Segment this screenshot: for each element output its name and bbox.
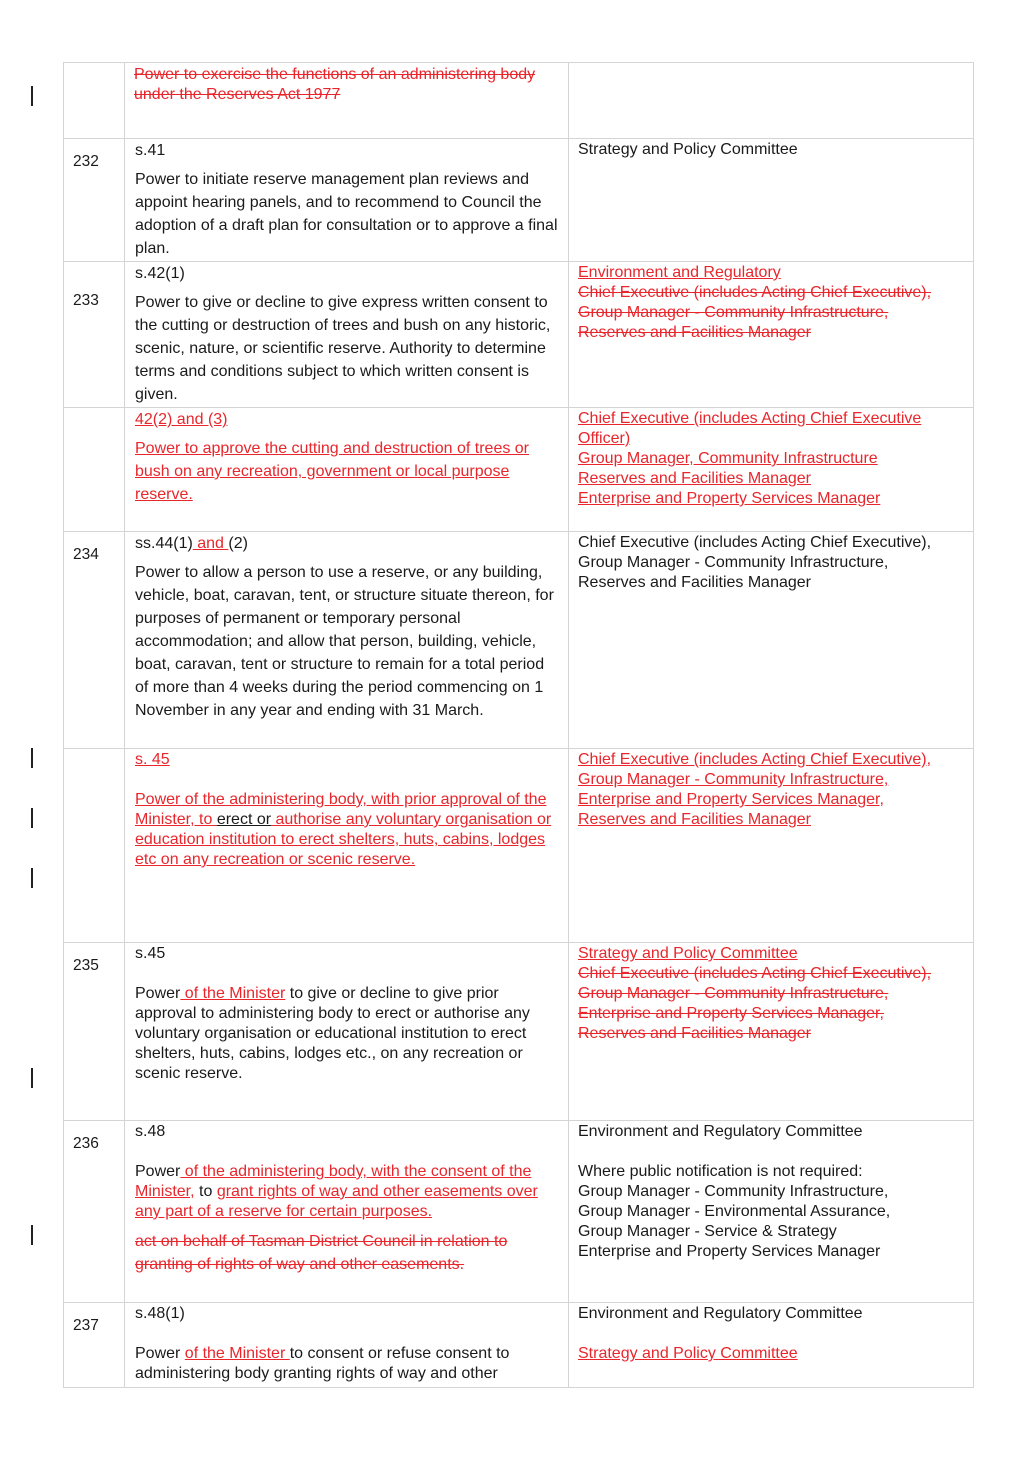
delegate-cell: [569, 139, 974, 262]
row-number: 233: [64, 262, 125, 408]
delegations-table: [63, 62, 974, 1388]
inserted-delegate: Chief Executive (includes Acting Chief Executive Officer): [578, 410, 922, 447]
delegate-cell: [569, 1121, 974, 1303]
section-ref: s.48(1): [135, 1305, 185, 1322]
delegate-cell: [569, 262, 974, 408]
deleted-delegate: Chief Executive (includes Acting Chief Executive),: [578, 284, 932, 301]
table-row: [64, 532, 974, 749]
provision-cell: [125, 63, 569, 139]
row-number: 234: [64, 532, 125, 749]
change-bar: [31, 1225, 33, 1245]
provision-cell: [125, 262, 569, 408]
section-ref: ss.44(1) and (2): [135, 535, 248, 552]
row-number: 235: [64, 943, 125, 1121]
table-row: [64, 262, 974, 408]
provision-text: Power of the Minister to give or decline to give prior approval to administering body to erect or authorise any voluntary organisation or educational institution to erect shelters, huts, cabins, lodges etc., on any recreation or scenic reserve.: [135, 985, 530, 1082]
delegate-text: Group Manager - Environmental Assurance,: [578, 1203, 891, 1220]
row-number: [64, 749, 125, 943]
provision-cell: [125, 749, 569, 943]
provision-cell: [125, 139, 569, 262]
delegate-text: Strategy and Policy Committee: [578, 141, 798, 158]
inserted-text: of the Minister: [180, 985, 286, 1002]
table-row: [64, 1303, 974, 1388]
change-bar: [31, 1068, 33, 1088]
inserted-delegate: Reserves and Facilities Manager: [578, 811, 811, 828]
table-row: [64, 1121, 974, 1303]
provision-cell: [125, 1121, 569, 1303]
row-number: [64, 63, 125, 139]
delegate-cell: [569, 532, 974, 749]
inserted-provision: Power to approve the cutting and destruction of trees or bush on any recreation, government or local purpose reserve.: [135, 440, 530, 503]
delegate-committee: Environment and Regulatory Committee: [578, 1305, 863, 1322]
row-number: 237: [64, 1303, 125, 1388]
delegate-text: Group Manager - Community Infrastructure,: [578, 554, 889, 571]
delegate-cell: [569, 408, 974, 532]
inserted-delegate: Strategy and Policy Committee: [578, 1345, 798, 1362]
delegate-note: Where public notification is not required:: [578, 1163, 863, 1180]
inserted-text: of the administering body, with the consent of the Minister,: [135, 1163, 532, 1200]
provision-cell: [125, 943, 569, 1121]
inserted-provision: Power of the administering body, with prior approval of the Minister, to erect or authorise any voluntary organisation or education institution to erect shelters, huts, cabins, lodges etc on any recreation or scenic reserve.: [135, 791, 552, 868]
provision-text: Power to give or decline to give express written consent to the cutting or destruction of trees and bush on any historic, scenic, nature, or scientific reserve. Authority to determine terms and conditions subject to which written consent is given.: [135, 294, 551, 403]
delegate-cell: [569, 749, 974, 943]
deleted-delegate: Reserves and Facilities Manager: [578, 324, 811, 341]
section-ref: s.41: [135, 142, 166, 159]
delegate-cell: [569, 63, 974, 139]
delegate-text: Reserves and Facilities Manager: [578, 574, 811, 591]
table-row: [64, 63, 974, 139]
provision-cell: [125, 408, 569, 532]
change-bar: [31, 808, 33, 828]
inserted-section: 42(2) and (3): [135, 411, 228, 428]
delegate-committee: Environment and Regulatory Committee: [578, 1123, 863, 1140]
change-bar: [31, 86, 33, 106]
provision-text: Power of the Minister to consent or refuse consent to administering body granting rights of way and other: [135, 1345, 510, 1382]
table-row: [64, 943, 974, 1121]
deleted-delegate: Reserves and Facilities Manager: [578, 1025, 811, 1042]
provision-text: Power of the administering body, with the consent of the Minister, to grant rights of way and other easements over any part of a reserve for certain purposes.: [135, 1163, 538, 1220]
inserted-text: and: [192, 535, 229, 552]
table-row: [64, 408, 974, 532]
delegate-text: Chief Executive (includes Acting Chief Executive),: [578, 534, 932, 551]
inserted-delegate: Reserves and Facilities Manager: [578, 470, 811, 487]
delegate-cell: [569, 1303, 974, 1388]
inserted-text: grant rights of way and other easements over any part of a reserve for certain purposes.: [135, 1183, 538, 1220]
delegate-cell: [569, 943, 974, 1121]
delegate-text: Enterprise and Property Services Manager: [578, 1243, 881, 1260]
inserted-delegate: Enterprise and Property Services Manager,: [578, 791, 884, 808]
inserted-delegate: Enterprise and Property Services Manager: [578, 490, 881, 507]
deleted-delegate: Group Manager - Community Infrastructure,: [578, 985, 889, 1002]
provision-text: Power to allow a person to use a reserve, or any building, vehicle, boat, caravan, tent, or structure situate thereon, for purposes of permanent or temporary personal accommodation; and allow that person, building, vehicle, boat, caravan, tent or structure to remain for a total period of more than 4 weeks during the period commencing on 1 November in any year and ending with 31 March.: [135, 564, 554, 719]
deleted-provision: Power to exercise the functions of an administering body under the Reserves Act 1977: [134, 66, 536, 103]
section-ref: s.45: [135, 945, 166, 962]
table-row: [64, 749, 974, 943]
change-bar: [31, 748, 33, 768]
deleted-delegate: Group Manager - Community Infrastructure,: [578, 304, 889, 321]
table-row: [64, 139, 974, 262]
inserted-section: s. 45: [135, 751, 170, 768]
section-ref: s.42(1): [135, 265, 185, 282]
row-number: 236: [64, 1121, 125, 1303]
provision-text: Power to initiate reserve management plan reviews and appoint hearing panels, and to recommend to Council the adoption of a draft plan for consultation or to approve a final plan.: [135, 171, 558, 257]
deleted-delegate: Chief Executive (includes Acting Chief Executive),: [578, 965, 932, 982]
delegate-text: Group Manager - Service & Strategy: [578, 1223, 837, 1240]
inserted-delegate: Group Manager, Community Infrastructure: [578, 450, 878, 467]
deleted-delegate: Enterprise and Property Services Manager,: [578, 1005, 884, 1022]
inserted-delegate: Group Manager - Community Infrastructure,: [578, 771, 889, 788]
delegate-text: Group Manager - Community Infrastructure,: [578, 1183, 889, 1200]
inserted-delegate: Environment and Regulatory: [578, 264, 781, 281]
inserted-text: of the Minister: [184, 1345, 290, 1362]
inserted-delegate: Strategy and Policy Committee: [578, 945, 798, 962]
inserted-delegate: Chief Executive (includes Acting Chief Executive),: [578, 751, 932, 768]
provision-cell: [125, 1303, 569, 1388]
row-number: [64, 408, 125, 532]
change-bar: [31, 868, 33, 888]
provision-cell: [125, 532, 569, 749]
deleted-provision: act on behalf of Tasman District Council in relation to granting of rights of way and other easements.: [135, 1233, 508, 1273]
row-number: 232: [64, 139, 125, 262]
section-ref: s.48: [135, 1123, 166, 1140]
